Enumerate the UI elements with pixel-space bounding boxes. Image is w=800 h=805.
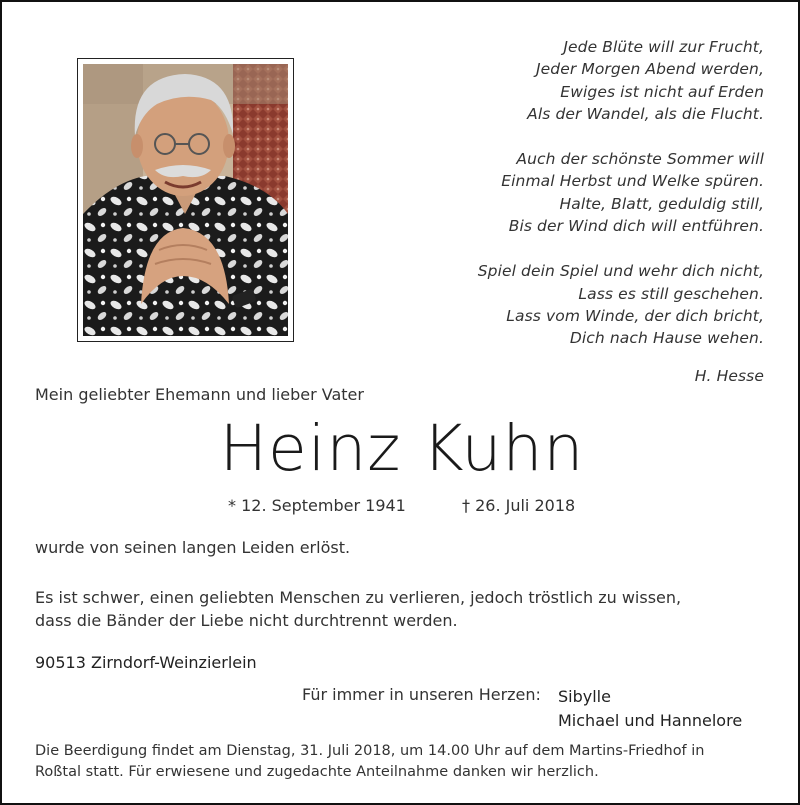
- birth-date: * 12. September 1941: [228, 496, 406, 515]
- poem-stanza-3: [478, 260, 764, 349]
- poem-line: Dich nach Hause wehen.: [569, 329, 764, 348]
- released-text: wurde von seinen langen Leiden erlöst.: [35, 538, 351, 557]
- funeral-info: [35, 741, 775, 783]
- hesse-poem: [478, 36, 764, 387]
- poem-line: Halte, Blatt, geduldig still,: [559, 194, 764, 213]
- poem-line: Lass vom Winde, der dich bricht,: [506, 306, 764, 325]
- poem-line: Einmal Herbst und Welke spüren.: [501, 172, 764, 191]
- poem-author: H. Hesse: [694, 366, 764, 385]
- poem-line: Ewiges ist nicht auf Erden: [560, 82, 764, 101]
- funeral-line: Die Beerdigung findet am Dienstag, 31. Juli 2018, um 14.00 Uhr auf dem Martins-Friedhof in: [35, 743, 705, 759]
- poem-stanza-2: [478, 148, 764, 237]
- intro-text: Mein geliebter Ehemann und lieber Vater: [35, 385, 364, 404]
- quote-line: dass die Bänder der Liebe nicht durchtrennt werden.: [35, 611, 458, 630]
- place-line: 90513 Zirndorf-Weinzierlein: [35, 653, 257, 672]
- portrait-photo: [77, 58, 294, 342]
- consolation-quote: [35, 586, 681, 632]
- poem-line: Auch der schönste Sommer will: [516, 150, 764, 169]
- mourners-names: [558, 685, 742, 733]
- poem-line: Spiel dein Spiel und wehr dich nicht,: [477, 262, 764, 281]
- portrait-image: [83, 64, 288, 336]
- mourner-name: Michael und Hannelore: [558, 711, 743, 730]
- poem-line: Jede Blüte will zur Frucht,: [563, 38, 764, 56]
- mourners-label: Für immer in unseren Herzen:: [302, 685, 541, 704]
- deceased-name: Heinz Kuhn: [219, 412, 585, 485]
- poem-line: Als der Wandel, als die Flucht.: [527, 104, 764, 123]
- quote-line: Es ist schwer, einen geliebten Menschen zu verlieren, jedoch tröstlich zu wissen,: [35, 588, 682, 607]
- poem-line: Bis der Wind dich will entführen.: [508, 217, 764, 236]
- poem-stanza-1: [478, 36, 764, 125]
- death-date: † 26. Juli 2018: [462, 496, 576, 515]
- funeral-line: Roßtal statt. Für erwiesene und zugedachte Anteilnahme danken wir herzlich.: [35, 764, 599, 780]
- mourner-name: Sibylle: [558, 687, 611, 706]
- poem-line: Jeder Morgen Abend werden,: [535, 60, 764, 79]
- poem-line: Lass es still geschehen.: [578, 284, 764, 303]
